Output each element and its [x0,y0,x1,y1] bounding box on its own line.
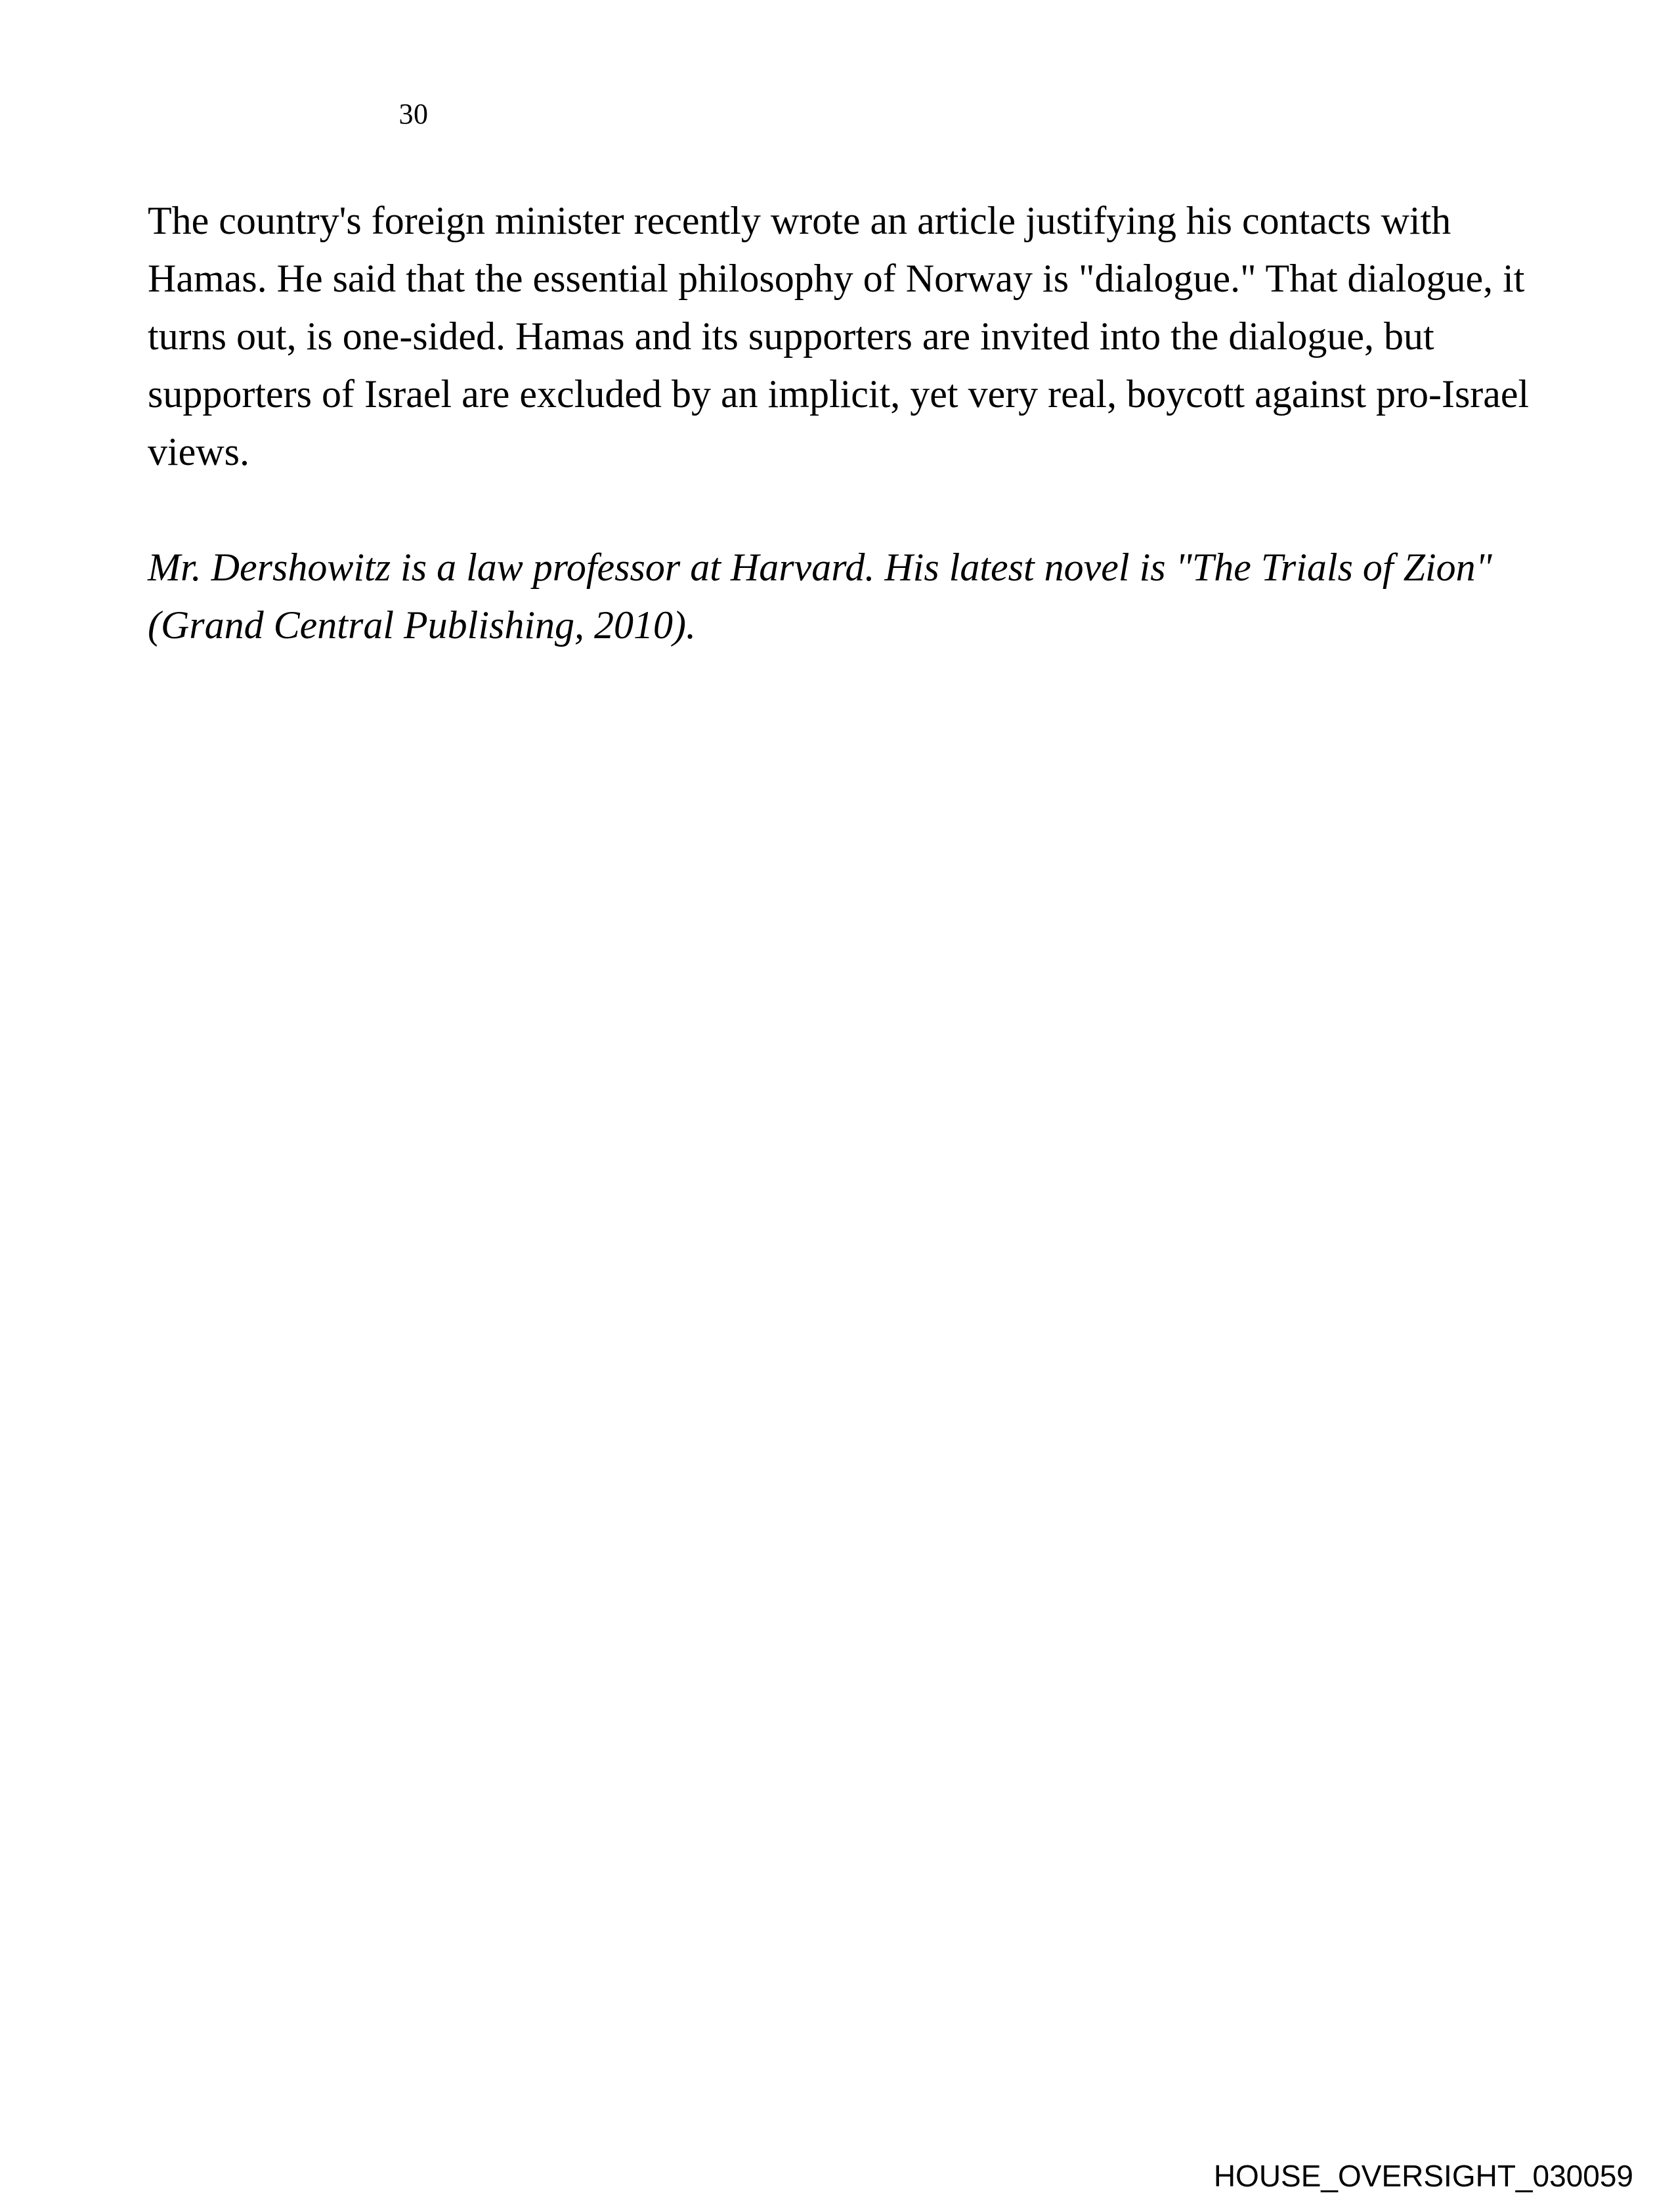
paragraph-foreign-minister: The country's foreign minister recently wrote an article justifying his contacts with Hamas. He said that the essential philosophy of Norway is "dialogue." That dialogue, it turns out, is one-sided. Hamas and its supporters are invited into the dialogue, but supporters of Israel are excluded by an implicit, yet very real, boycott against pro-Israel views. [148,199,1530,473]
bates-stamp: HOUSE_OVERSIGHT_030059 [1213,2159,1633,2193]
page-number: 30 [398,98,429,130]
paragraph-author-bio: Mr. Dershowitz is a law professor at Harvard. His latest novel is "The Trials of Zion" (Grand Central Publishing, 2010). [148,546,1492,647]
document-body [148,192,1539,712]
